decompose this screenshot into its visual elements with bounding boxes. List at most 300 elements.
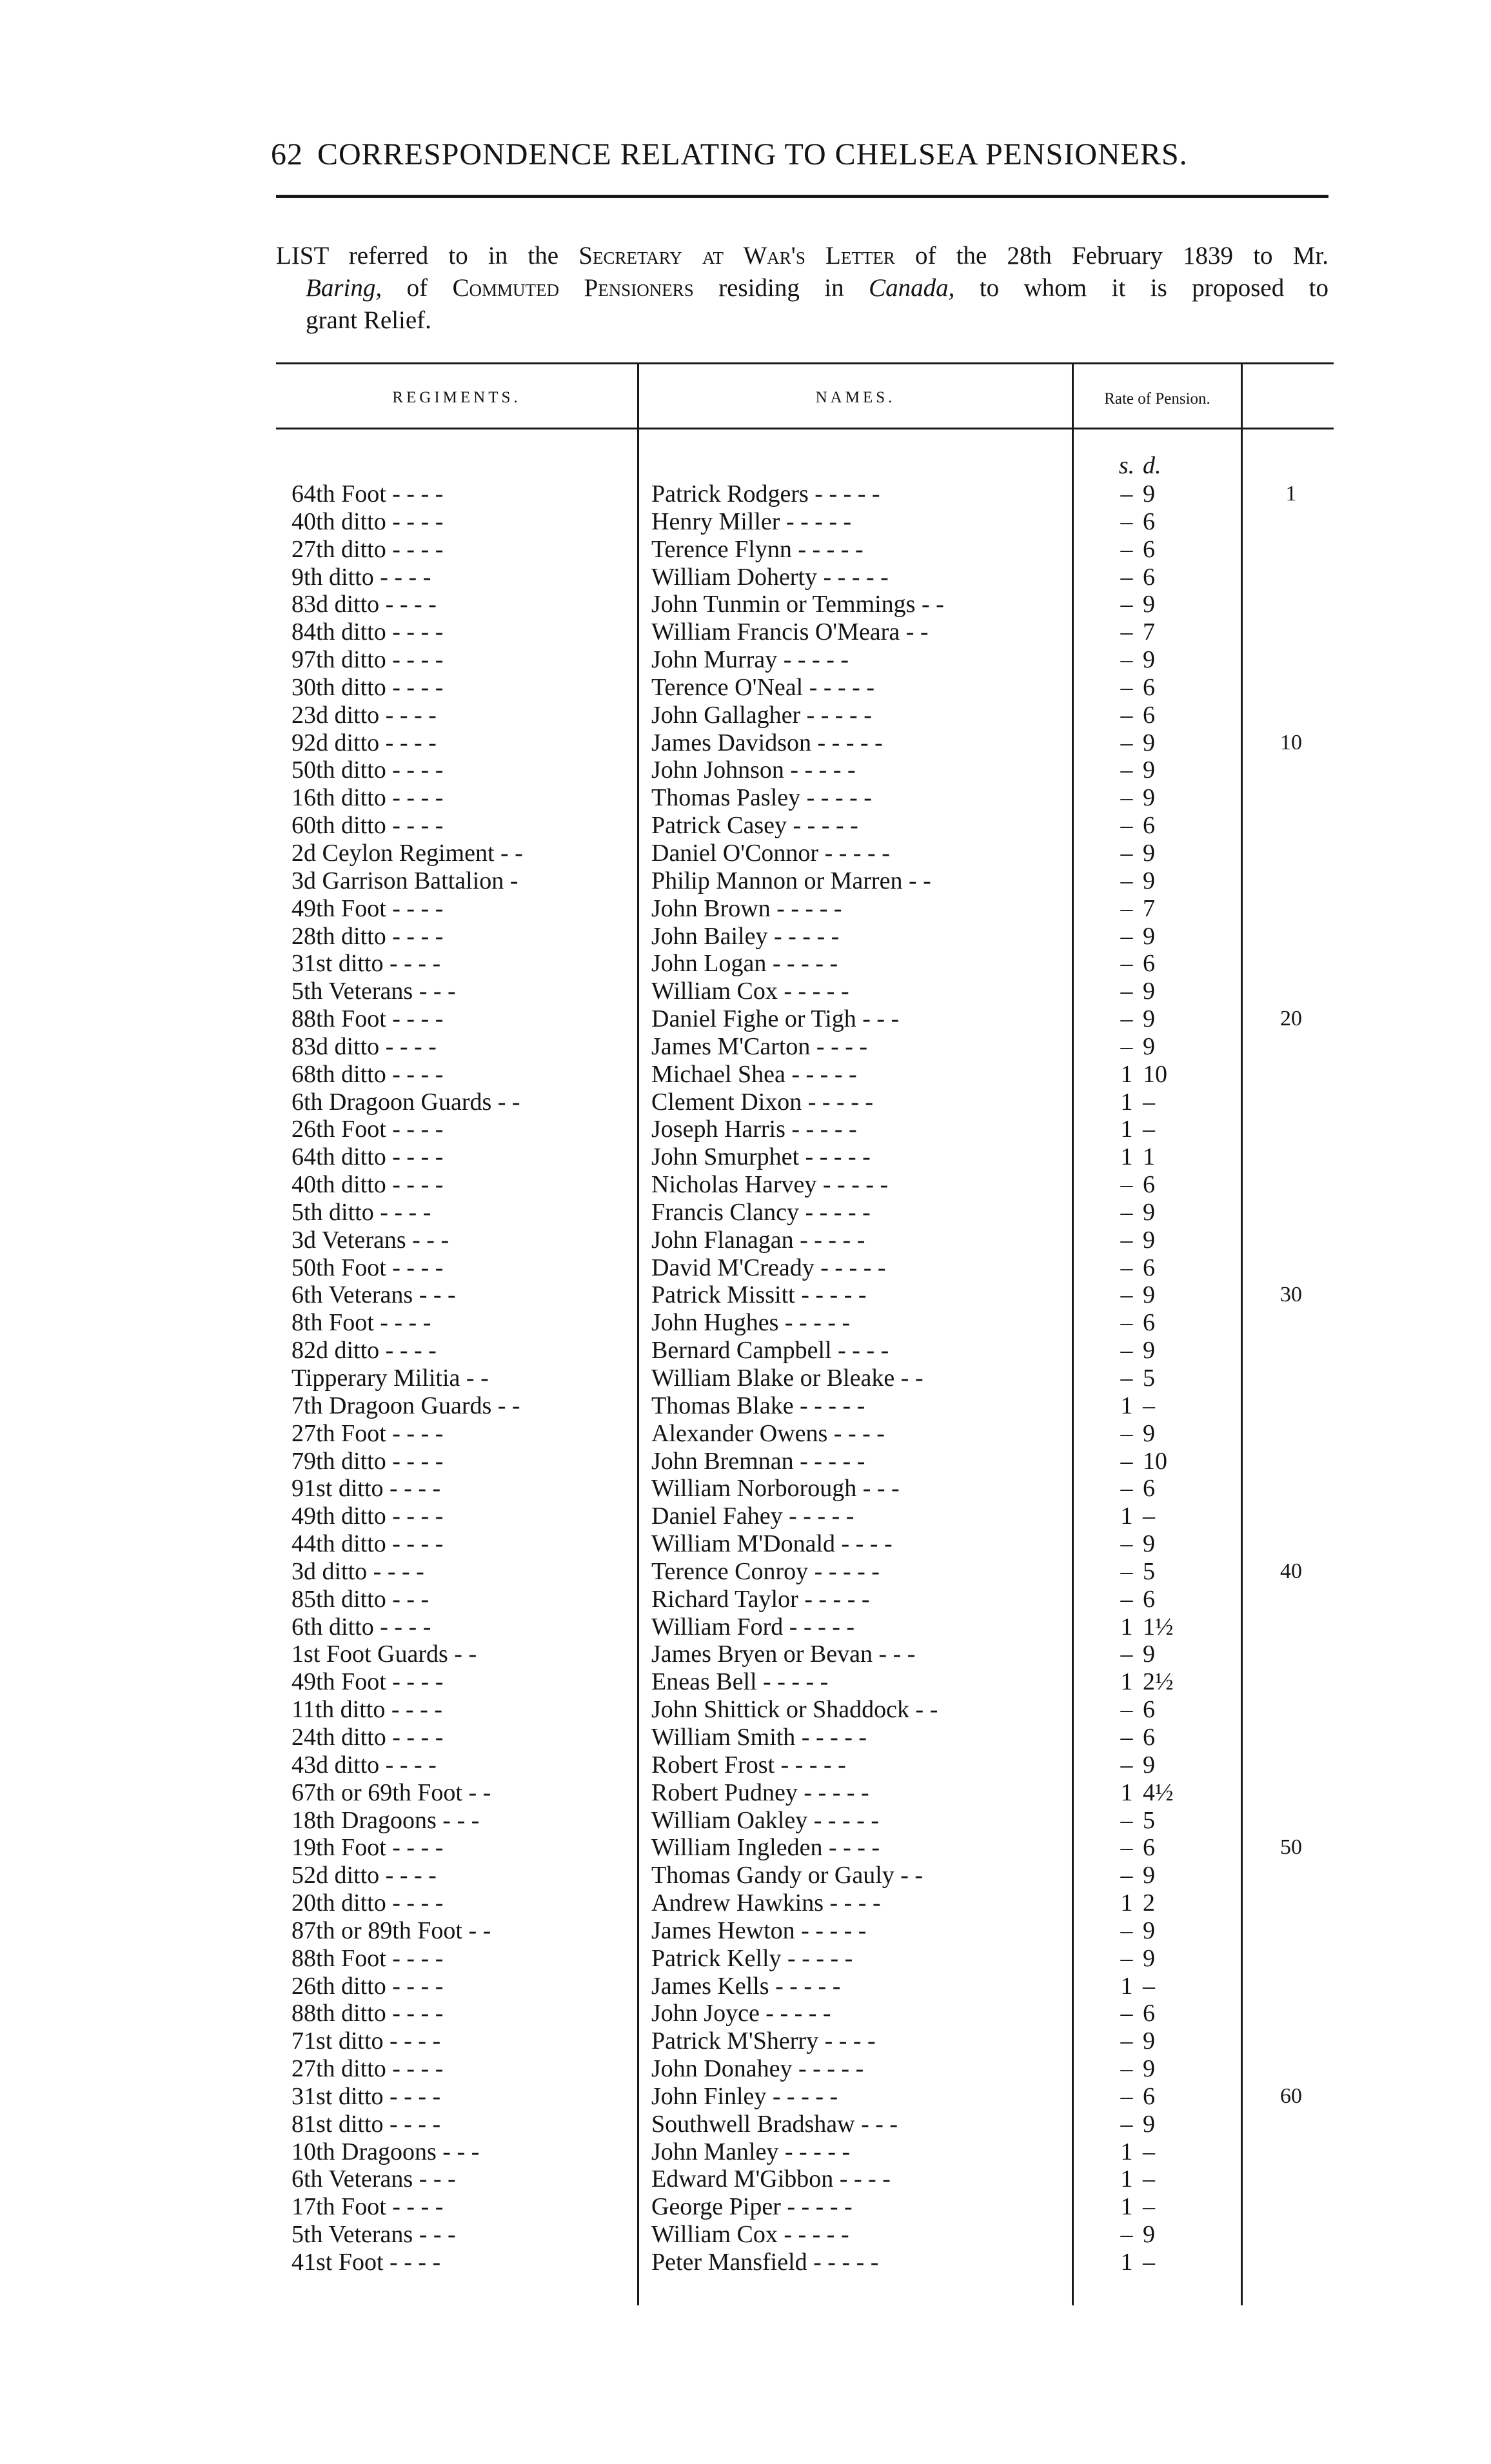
regiment-cell: 85th ditto - - - — [291, 1585, 430, 1613]
name-cell: William Doherty - - - - - — [651, 563, 889, 591]
regiment-cell: 67th or 69th Foot - - — [291, 1779, 491, 1806]
intro-date: of the 28th February 1839 to Mr. — [915, 242, 1328, 270]
name-cell: Terence Conroy - - - - - — [651, 1557, 880, 1585]
name-cell: John Smurphet - - - - - — [651, 1143, 871, 1171]
regiment-cell: 6th Dragoon Guards - - — [291, 1088, 520, 1116]
table-row — [276, 1281, 1334, 1309]
intro-line3: grant Relief. — [306, 306, 431, 334]
intro-paragraph — [276, 240, 1328, 337]
shillings-value: – — [1120, 618, 1133, 646]
name-cell: John Brown - - - - - — [651, 894, 842, 922]
table-row — [276, 646, 1334, 674]
shillings-value: 1 — [1120, 2138, 1133, 2165]
regiment-cell: 23d ditto - - - - — [291, 701, 437, 729]
name-cell: William Cox - - - - - — [651, 978, 849, 1005]
shillings-value: – — [1120, 867, 1133, 894]
intro-of: of — [406, 274, 428, 302]
table-row — [276, 1696, 1334, 1724]
name-cell: William Smith - - - - - — [651, 1723, 867, 1751]
shillings-value: – — [1120, 1696, 1133, 1724]
shillings-value: – — [1120, 2110, 1133, 2138]
name-cell: James Kells - - - - - — [651, 1972, 841, 2000]
table-row — [276, 702, 1334, 729]
shillings-value: – — [1120, 1917, 1133, 1944]
shillings-value: – — [1120, 1447, 1133, 1475]
regiment-cell: 40th ditto - - - - — [291, 1171, 444, 1199]
pence-value: 9 — [1143, 591, 1155, 618]
name-cell: Francis Clancy - - - - - — [651, 1198, 871, 1226]
regiment-cell: 3d Veterans - - - — [291, 1226, 449, 1254]
table-row — [276, 1143, 1334, 1171]
name-cell: John Bremnan - - - - - — [651, 1447, 865, 1475]
pence-value: 9 — [1143, 1751, 1155, 1779]
regiment-cell: 3d ditto - - - - — [291, 1557, 424, 1585]
pence-value: 9 — [1143, 729, 1155, 756]
table-row — [276, 1751, 1334, 1779]
regiment-cell: 7th Dragoon Guards - - — [291, 1392, 520, 1419]
name-cell: William Norborough - - - — [651, 1475, 900, 1503]
name-cell: Henry Miller - - - - - — [651, 508, 852, 535]
page-title: CORRESPONDENCE RELATING TO CHELSEA PENSIONERS. — [317, 137, 1188, 172]
intro-proposal: to whom it is proposed to — [979, 274, 1329, 302]
table-row — [276, 1365, 1334, 1392]
running-count: 1 — [1285, 482, 1297, 506]
pence-value: – — [1143, 2193, 1155, 2221]
table-row — [276, 1061, 1334, 1089]
name-cell: Daniel O'Connor - - - - - — [651, 839, 890, 867]
regiment-cell: 20th ditto - - - - — [291, 1889, 444, 1917]
running-count: 30 — [1280, 1283, 1302, 1307]
name-cell: Daniel Fahey - - - - - — [651, 1503, 854, 1530]
table-row — [276, 1724, 1334, 1751]
pence-value: 2 — [1143, 1889, 1155, 1917]
table-row — [276, 2111, 1334, 2138]
table-row — [276, 591, 1334, 618]
table-row — [276, 480, 1334, 508]
name-cell: John Joyce - - - - - — [651, 2000, 831, 2027]
pence-value: 6 — [1143, 1696, 1155, 1724]
regiment-cell: 5th Veterans - - - — [291, 2221, 456, 2249]
regiment-cell: 6th Veterans - - - — [291, 2165, 456, 2193]
table-row — [276, 1668, 1334, 1696]
shillings-value: – — [1120, 1475, 1133, 1503]
name-cell: John Tunmin or Temmings - - — [651, 591, 944, 618]
name-cell: Patrick Casey - - - - - — [651, 812, 858, 840]
regiment-cell: 88th Foot - - - - — [291, 1944, 444, 1972]
pence-value: 1 — [1143, 1143, 1155, 1171]
regiment-cell: 49th Foot - - - - — [291, 894, 444, 922]
intro-commuted: Commuted Pensioners — [452, 274, 694, 302]
regiment-cell: 64th ditto - - - - — [291, 1143, 444, 1171]
pence-value: 6 — [1143, 1309, 1155, 1337]
shillings-value: – — [1120, 2000, 1133, 2027]
pence-value: 2½ — [1143, 1668, 1174, 1696]
name-cell: William Blake or Bleake - - — [651, 1365, 923, 1392]
intro-secretary: Secretary at War's Letter — [578, 242, 895, 270]
table-row — [276, 1420, 1334, 1448]
name-cell: John Logan - - - - - — [651, 950, 838, 978]
regiment-cell: 83d ditto - - - - — [291, 1032, 437, 1060]
shillings-value: – — [1120, 1723, 1133, 1751]
table-row — [276, 1807, 1334, 1835]
intro-lead: LIST referred to in the — [276, 242, 559, 270]
name-cell: William Ingleden - - - - — [651, 1834, 880, 1862]
pence-value: 10 — [1143, 1447, 1167, 1475]
pence-value: 6 — [1143, 1834, 1155, 1862]
pence-value: 6 — [1143, 1475, 1155, 1503]
shillings-value: – — [1120, 480, 1133, 508]
name-cell: John Shittick or Shaddock - - — [651, 1696, 938, 1724]
regiment-cell: 18th Dragoons - - - — [291, 1806, 480, 1834]
shillings-value: – — [1120, 1585, 1133, 1613]
pence-value: 9 — [1143, 1641, 1155, 1668]
table-row — [276, 1530, 1334, 1558]
regiment-cell: 19th Foot - - - - — [291, 1834, 444, 1862]
pence-value: – — [1143, 1972, 1155, 2000]
name-cell: Southwell Bradshaw - - - — [651, 2110, 898, 2138]
table-row — [276, 2221, 1334, 2249]
running-count: 20 — [1280, 1007, 1302, 1031]
regiment-cell: 6th ditto - - - - — [291, 1613, 431, 1641]
name-cell: Andrew Hawkins - - - - — [651, 1889, 881, 1917]
table-top-rule — [276, 362, 1334, 364]
regiment-cell: 81st ditto - - - - — [291, 2110, 441, 2138]
regiment-cell: 28th ditto - - - - — [291, 922, 444, 950]
regiment-cell: 82d ditto - - - - — [291, 1337, 437, 1365]
pence-value: 9 — [1143, 2221, 1155, 2249]
name-cell: James M'Carton - - - - — [651, 1032, 868, 1060]
table-row — [276, 1033, 1334, 1061]
shillings-value: – — [1120, 1337, 1133, 1365]
table-row — [276, 1917, 1334, 1945]
running-count: 10 — [1280, 730, 1302, 754]
name-cell: Philip Mannon or Marren - - — [651, 867, 931, 894]
shillings-value: – — [1120, 1862, 1133, 1889]
pence-value: – — [1143, 2138, 1155, 2165]
pence-value: – — [1143, 2165, 1155, 2193]
shillings-value: 1 — [1120, 1779, 1133, 1806]
table-row — [276, 756, 1334, 784]
table-row — [276, 1448, 1334, 1475]
header-rule — [276, 195, 1328, 198]
regiment-cell: 50th Foot - - - - — [291, 1254, 444, 1281]
running-count: 50 — [1280, 1835, 1302, 1860]
table-row — [276, 784, 1334, 812]
pence-value: 6 — [1143, 673, 1155, 701]
regiment-cell: 50th ditto - - - - — [291, 756, 444, 784]
regiment-cell: 31st ditto - - - - — [291, 950, 441, 978]
pence-value: 6 — [1143, 1723, 1155, 1751]
pence-value: 6 — [1143, 812, 1155, 840]
regiment-cell: 68th ditto - - - - — [291, 1060, 444, 1088]
name-cell: John Hughes - - - - - — [651, 1309, 851, 1337]
column-header-regiments: REGIMENTS. — [392, 389, 521, 406]
pence-value: – — [1143, 1116, 1155, 1143]
regiment-cell: 79th ditto - - - - — [291, 1447, 444, 1475]
shillings-value: – — [1120, 1032, 1133, 1060]
shillings-value: – — [1120, 701, 1133, 729]
table-row — [276, 1005, 1334, 1033]
regiment-cell: 71st ditto - - - - — [291, 2027, 441, 2055]
shillings-value: – — [1120, 839, 1133, 867]
table-row — [276, 1227, 1334, 1254]
regiment-cell: 5th ditto - - - - — [291, 1198, 431, 1226]
pence-value: 6 — [1143, 1254, 1155, 1281]
shillings-value: – — [1120, 1806, 1133, 1834]
shillings-value: – — [1120, 1005, 1133, 1033]
regiment-cell: 26th Foot - - - - — [291, 1116, 444, 1143]
name-cell: Joseph Harris - - - - - — [651, 1116, 857, 1143]
running-count: 40 — [1280, 1559, 1302, 1583]
name-cell: Patrick Kelly - - - - - — [651, 1944, 853, 1972]
table-row — [276, 1503, 1334, 1530]
shillings-value: 1 — [1120, 1668, 1133, 1696]
column-header-rate: Rate of Pension. — [1104, 390, 1210, 408]
running-count: 60 — [1280, 2084, 1302, 2108]
shillings-value: – — [1120, 950, 1133, 978]
shillings-value: 1 — [1120, 1116, 1133, 1143]
pence-value: 5 — [1143, 1557, 1155, 1585]
regiment-cell: 2d Ceylon Regiment - - — [291, 839, 523, 867]
shillings-value: – — [1120, 1557, 1133, 1585]
regiment-cell: 16th ditto - - - - — [291, 784, 444, 812]
name-cell: John Manley - - - - - — [651, 2138, 851, 2165]
table-row — [276, 564, 1334, 591]
pence-value: 6 — [1143, 1171, 1155, 1199]
table-row — [276, 1116, 1334, 1143]
regiment-cell: 83d ditto - - - - — [291, 591, 437, 618]
name-cell: Edward M'Gibbon - - - - — [651, 2165, 891, 2193]
table-row — [276, 1862, 1334, 1889]
name-cell: John Bailey - - - - - — [651, 922, 840, 950]
shillings-value: – — [1120, 1171, 1133, 1199]
pence-value: 9 — [1143, 2110, 1155, 2138]
pence-value: 9 — [1143, 1198, 1155, 1226]
pence-value: 7 — [1143, 894, 1155, 922]
shillings-value: 1 — [1120, 1889, 1133, 1917]
name-cell: James Hewton - - - - - — [651, 1917, 867, 1944]
pence-value: 9 — [1143, 1337, 1155, 1365]
regiment-cell: 91st ditto - - - - — [291, 1475, 441, 1503]
shillings-value: – — [1120, 646, 1133, 674]
shillings-label: s. — [1118, 452, 1135, 479]
table-row — [276, 923, 1334, 951]
pence-value: 9 — [1143, 480, 1155, 508]
regiment-cell: 40th ditto - - - - — [291, 508, 444, 535]
table-row — [276, 2055, 1334, 2083]
regiment-cell: 87th or 89th Foot - - — [291, 1917, 491, 1944]
pence-value: 9 — [1143, 1226, 1155, 1254]
name-cell: Thomas Blake - - - - - — [651, 1392, 865, 1419]
table-row — [276, 536, 1334, 564]
name-cell: Bernard Campbell - - - - — [651, 1337, 889, 1365]
shillings-value: – — [1120, 535, 1133, 563]
table-row — [276, 1337, 1334, 1365]
pence-value: 6 — [1143, 2082, 1155, 2110]
name-cell: George Piper - - - - - — [651, 2193, 853, 2221]
table-row — [276, 1199, 1334, 1227]
table-row — [276, 1973, 1334, 2000]
regiment-cell: 64th Foot - - - - — [291, 480, 444, 508]
table-row — [276, 1586, 1334, 1613]
pence-value: 9 — [1143, 2055, 1155, 2083]
name-cell: Richard Taylor - - - - - — [651, 1585, 870, 1613]
name-cell: John Finley - - - - - — [651, 2082, 838, 2110]
name-cell: John Gallagher - - - - - — [651, 701, 872, 729]
shillings-value: – — [1120, 2221, 1133, 2249]
name-cell: William Cox - - - - - — [651, 2221, 849, 2249]
shillings-value: – — [1120, 1281, 1133, 1309]
table-row — [276, 618, 1334, 646]
table-row — [276, 674, 1334, 702]
shillings-value: – — [1120, 2082, 1133, 2110]
table-row — [276, 1309, 1334, 1337]
table-row — [276, 1558, 1334, 1586]
regiment-cell: 8th Foot - - - - — [291, 1309, 431, 1337]
pence-value: 9 — [1143, 784, 1155, 812]
shillings-value: – — [1120, 673, 1133, 701]
shillings-value: – — [1120, 756, 1133, 784]
regiment-cell: Tipperary Militia - - — [291, 1365, 489, 1392]
intro-canada: Canada, — [869, 274, 955, 302]
table-row — [276, 1779, 1334, 1807]
pence-value: 6 — [1143, 2000, 1155, 2027]
table-row — [276, 1254, 1334, 1282]
name-cell: John Donahey - - - - - — [651, 2055, 864, 2083]
pence-value: 5 — [1143, 1365, 1155, 1392]
regiment-cell: 49th ditto - - - - — [291, 1503, 444, 1530]
shillings-value: – — [1120, 1641, 1133, 1668]
pence-value: 6 — [1143, 701, 1155, 729]
regiment-cell: 27th Foot - - - - — [291, 1419, 444, 1447]
regiment-cell: 31st ditto - - - - — [291, 2082, 441, 2110]
shillings-value: 1 — [1120, 1613, 1133, 1641]
name-cell: John Murray - - - - - — [651, 646, 849, 674]
shillings-value: – — [1120, 1751, 1133, 1779]
shillings-value: 1 — [1120, 2165, 1133, 2193]
table-row — [276, 1613, 1334, 1641]
pence-value: 1½ — [1143, 1613, 1174, 1641]
table-row — [276, 950, 1334, 978]
name-cell: Patrick M'Sherry - - - - — [651, 2027, 876, 2055]
table-row — [276, 895, 1334, 923]
shillings-value: – — [1120, 1226, 1133, 1254]
pence-value: 6 — [1143, 535, 1155, 563]
pence-value: 4½ — [1143, 1779, 1174, 1806]
regiment-cell: 52d ditto - - - - — [291, 1862, 437, 1889]
shillings-value: – — [1120, 508, 1133, 535]
regiment-cell: 24th ditto - - - - — [291, 1723, 444, 1751]
shillings-value: – — [1120, 591, 1133, 618]
shillings-value: – — [1120, 1254, 1133, 1281]
regiment-cell: 84th ditto - - - - — [291, 618, 444, 646]
table-row — [276, 1945, 1334, 1973]
regiment-cell: 9th ditto - - - - — [291, 563, 431, 591]
shillings-value: – — [1120, 978, 1133, 1005]
regiment-cell: 92d ditto - - - - — [291, 729, 437, 756]
name-cell: John Flanagan - - - - - — [651, 1226, 865, 1254]
pence-value: – — [1143, 2249, 1155, 2276]
table-row — [276, 2165, 1334, 2193]
table-row — [276, 2083, 1334, 2111]
name-cell: Eneas Bell - - - - - — [651, 1668, 829, 1696]
table-row — [276, 2193, 1334, 2221]
shillings-value: 1 — [1120, 2249, 1133, 2276]
table-row — [276, 1641, 1334, 1668]
name-cell: Michael Shea - - - - - — [651, 1060, 857, 1088]
pence-value: – — [1143, 1392, 1155, 1419]
table-row — [276, 867, 1334, 895]
regiment-cell: 30th ditto - - - - — [291, 673, 444, 701]
table-row — [276, 1089, 1334, 1116]
name-cell: Thomas Gandy or Gauly - - — [651, 1862, 923, 1889]
table-row — [276, 1171, 1334, 1199]
shillings-value: – — [1120, 1530, 1133, 1558]
pence-value: 9 — [1143, 1032, 1155, 1060]
pence-value: 9 — [1143, 922, 1155, 950]
name-cell: William Oakley - - - - - — [651, 1806, 880, 1834]
pence-value: – — [1143, 1503, 1155, 1530]
name-cell: Daniel Fighe or Tigh - - - — [651, 1005, 900, 1033]
name-cell: Alexander Owens - - - - — [651, 1419, 885, 1447]
table-row — [276, 729, 1334, 757]
pence-value: 6 — [1143, 508, 1155, 535]
pence-value: 9 — [1143, 1419, 1155, 1447]
shillings-value: – — [1120, 1944, 1133, 1972]
column-header-names: NAMES. — [815, 389, 896, 406]
name-cell: Terence O'Neal - - - - - — [651, 673, 874, 701]
shillings-value: – — [1120, 2027, 1133, 2055]
shillings-value: – — [1120, 729, 1133, 756]
pence-value: 9 — [1143, 646, 1155, 674]
regiment-cell: 1st Foot Guards - - — [291, 1641, 477, 1668]
shillings-value: – — [1120, 812, 1133, 840]
shillings-value: – — [1120, 1365, 1133, 1392]
name-cell: James Bryen or Bevan - - - — [651, 1641, 916, 1668]
name-cell: Thomas Pasley - - - - - — [651, 784, 872, 812]
regiment-cell: 60th ditto - - - - — [291, 812, 444, 840]
shillings-value: – — [1120, 922, 1133, 950]
shillings-value: 1 — [1120, 1972, 1133, 2000]
page-header — [271, 137, 1328, 172]
shillings-value: 1 — [1120, 1392, 1133, 1419]
regiment-cell: 27th ditto - - - - — [291, 2055, 444, 2083]
table-row — [276, 2027, 1334, 2055]
regiment-cell: 11th ditto - - - - — [291, 1696, 442, 1724]
table-row — [276, 1834, 1334, 1862]
shillings-value: 1 — [1120, 1143, 1133, 1171]
pence-value: 7 — [1143, 618, 1155, 646]
pence-value: 9 — [1143, 1530, 1155, 1558]
table-row — [276, 978, 1334, 1005]
regiment-cell: 3d Garrison Battalion - — [291, 867, 518, 894]
pence-value: 9 — [1143, 1005, 1155, 1033]
shillings-value: 1 — [1120, 1060, 1133, 1088]
shillings-value: – — [1120, 563, 1133, 591]
regiment-cell: 43d ditto - - - - — [291, 1751, 437, 1779]
pence-value: 5 — [1143, 1806, 1155, 1834]
regiment-cell: 26th ditto - - - - — [291, 1972, 444, 2000]
regiment-cell: 10th Dragoons - - - — [291, 2138, 480, 2165]
regiment-cell: 27th ditto - - - - — [291, 535, 444, 563]
name-cell: Patrick Rodgers - - - - - — [651, 480, 880, 508]
shillings-value: 1 — [1120, 2193, 1133, 2221]
name-cell: James Davidson - - - - - — [651, 729, 883, 756]
shillings-value: 1 — [1120, 1503, 1133, 1530]
pence-value: 9 — [1143, 756, 1155, 784]
intro-residing: residing in — [718, 274, 844, 302]
shillings-value: – — [1120, 1309, 1133, 1337]
